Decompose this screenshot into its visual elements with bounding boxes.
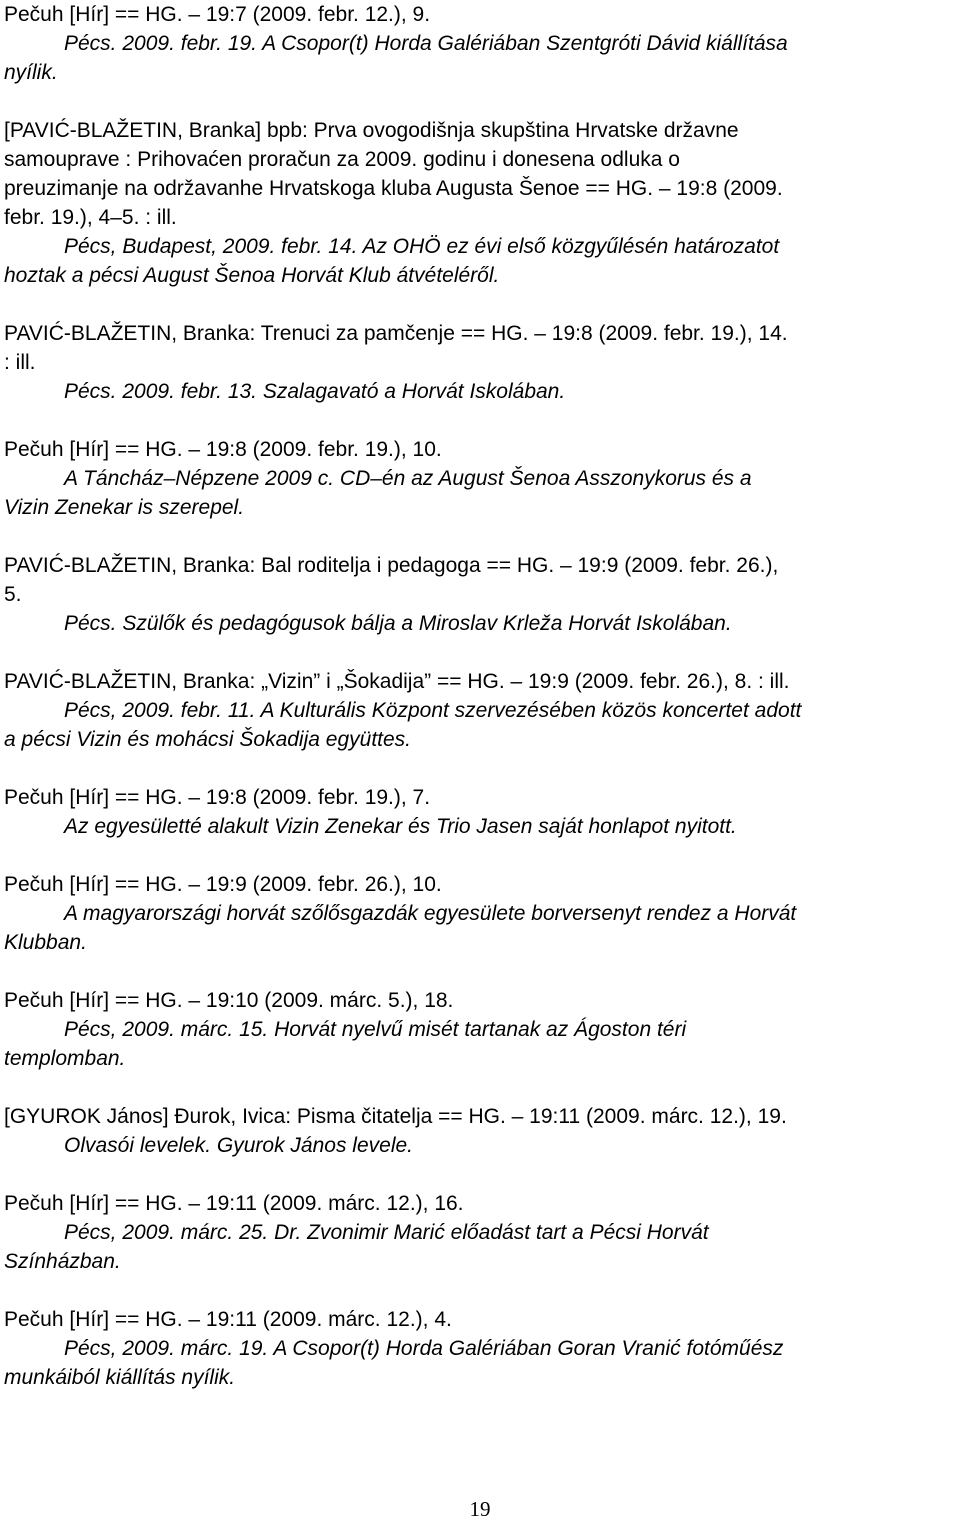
entry-citation-line: preuzimanje na održavanhe Hrvatskoga kluba Augusta Šenoe == HG. – 19:8 (2009.: [4, 177, 783, 200]
entry-annotation-line: A Táncház–Népzene 2009 c. CD–én az August Šenoa Asszonykorus és a: [64, 467, 752, 490]
entry-annotation-line: Színházban.: [4, 1250, 121, 1273]
entry-citation-line: Pečuh [Hír] == HG. – 19:9 (2009. febr. 26.), 10.: [4, 873, 442, 896]
entry-annotation-line: templomban.: [4, 1047, 126, 1070]
entry-spacer: [4, 522, 956, 551]
bibliography-entry: [4, 986, 956, 1073]
entry-spacer: [4, 1160, 956, 1189]
bibliography-entry: [4, 116, 956, 290]
entry-citation-line: Pečuh [Hír] == HG. – 19:11 (2009. márc. 12.), 16.: [4, 1192, 464, 1215]
entry-citation-line: [GYUROK János] Đurok, Ivica: Pisma čitatelja == HG. – 19:11 (2009. márc. 12.), 19.: [4, 1105, 787, 1128]
entry-citation-line: [PAVIĆ-BLAŽETIN, Branka] bpb: Prva ovogodišnja skupština Hrvatske državne: [4, 119, 739, 142]
entry-citation-line: PAVIĆ-BLAŽETIN, Branka: Bal roditelja i pedagoga == HG. – 19:9 (2009. febr. 26.),: [4, 554, 779, 577]
bibliography-entry: [4, 870, 956, 957]
entry-spacer: [4, 1276, 956, 1305]
entry-annotation-line: Pécs. 2009. febr. 13. Szalagavató a Horvát Iskolában.: [64, 380, 566, 403]
entry-spacer: [4, 841, 956, 870]
entry-citation-line: PAVIĆ-BLAŽETIN, Branka: „Vizin” i „Šokadija” == HG. – 19:9 (2009. febr. 26.), 8. : ill.: [4, 670, 790, 693]
entry-citation-line: febr. 19.), 4–5. : ill.: [4, 206, 177, 229]
entry-citation-line: 5.: [4, 583, 22, 606]
bibliography-entry: [4, 319, 956, 406]
bibliography-entry: [4, 1102, 956, 1160]
entry-annotation-line: Pécs. Szülők és pedagógusok bálja a Miroslav Krleža Horvát Iskolában.: [64, 612, 732, 635]
entry-spacer: [4, 406, 956, 435]
entry-citation-line: : ill.: [4, 351, 36, 374]
bibliography-entry: [4, 435, 956, 522]
entry-spacer: [4, 638, 956, 667]
entry-annotation-line: a pécsi Vizin és mohácsi Šokadija együttes.: [4, 728, 411, 751]
entry-citation-line: Pečuh [Hír] == HG. – 19:8 (2009. febr. 19.), 10.: [4, 438, 442, 461]
entry-citation-line: Pečuh [Hír] == HG. – 19:7 (2009. febr. 12.), 9.: [4, 3, 431, 26]
bibliography-entry: [4, 667, 956, 754]
bibliography-entry: [4, 1305, 956, 1392]
entry-annotation-line: Az egyesületté alakult Vizin Zenekar és Trio Jasen saját honlapot nyitott.: [64, 815, 737, 838]
entry-citation-line: Pečuh [Hír] == HG. – 19:10 (2009. márc. 5.), 18.: [4, 989, 454, 1012]
entry-annotation-line: munkáiból kiállítás nyílik.: [4, 1366, 236, 1389]
entry-citation-line: samouprave : Prihovaćen proračun za 2009. godinu i donesena odluka o: [4, 148, 680, 171]
entry-annotation-line: Pécs, 2009. febr. 11. A Kulturális Központ szervezésében közös koncertet adott: [64, 699, 802, 722]
page-number: 19: [469, 1497, 491, 1521]
entry-spacer: [4, 754, 956, 783]
entry-citation-line: Pečuh [Hír] == HG. – 19:11 (2009. márc. 12.), 4.: [4, 1308, 452, 1331]
entry-annotation-line: Pécs, Budapest, 2009. febr. 14. Az OHÖ ez évi első közgyűlésén határozatot: [64, 235, 780, 258]
entry-annotation-line: A magyarországi horvát szőlősgazdák egyesülete borversenyt rendez a Horvát: [64, 902, 797, 925]
entry-spacer: [4, 290, 956, 319]
entry-annotation-line: Pécs, 2009. márc. 25. Dr. Zvonimir Marić előadást tart a Pécsi Horvát: [64, 1221, 709, 1244]
entry-citation-line: Pečuh [Hír] == HG. – 19:8 (2009. febr. 19.), 7.: [4, 786, 431, 809]
entry-citation-line: PAVIĆ-BLAŽETIN, Branka: Trenuci za pamčenje == HG. – 19:8 (2009. febr. 19.), 14.: [4, 322, 788, 345]
bibliography-page: [4, 0, 956, 1392]
entry-spacer: [4, 87, 956, 116]
bibliography-entry: [4, 783, 956, 841]
entry-annotation-line: Vizin Zenekar is szerepel.: [4, 496, 245, 519]
bibliography-entry: [4, 1189, 956, 1276]
entry-annotation-line: hoztak a pécsi August Šenoa Horvát Klub átvételéről.: [4, 264, 500, 287]
entry-annotation-line: Pécs, 2009. márc. 19. A Csopor(t) Horda Galériában Goran Vranić fotóműész: [64, 1337, 784, 1360]
entry-annotation-line: Klubban.: [4, 931, 87, 954]
bibliography-entry: [4, 551, 956, 638]
entry-spacer: [4, 1073, 956, 1102]
bibliography-entry: [4, 0, 956, 87]
entry-spacer: [4, 957, 956, 986]
entry-annotation-line: nyílik.: [4, 61, 58, 84]
entry-annotation-line: Olvasói levelek. Gyurok János levele.: [64, 1134, 413, 1157]
entry-annotation-line: Pécs. 2009. febr. 19. A Csopor(t) Horda Galériában Szentgróti Dávid kiállítása: [64, 32, 788, 55]
entry-annotation-line: Pécs, 2009. márc. 15. Horvát nyelvű misét tartanak az Ágoston téri: [64, 1018, 687, 1041]
